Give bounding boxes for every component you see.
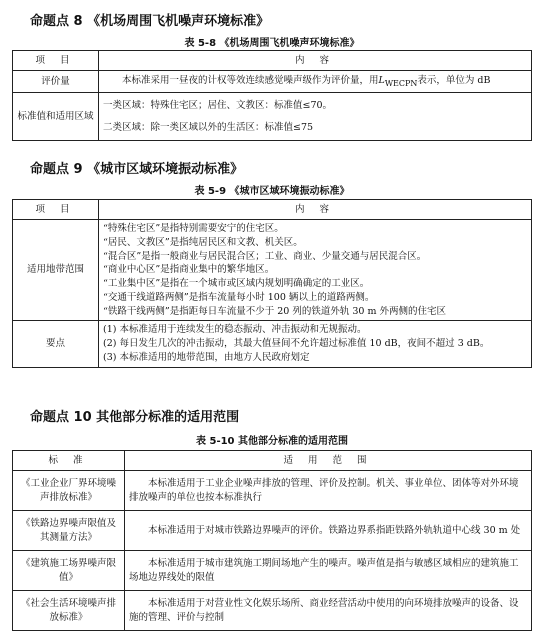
standard-name: 《铁路边界噪声限值及其测量方法》 [13,511,125,551]
row-label: 评价量 [13,71,99,93]
row-label: 标准值和适用区域 [13,93,99,141]
symbol-subscript: WECPN [384,78,418,88]
standard-name: 《工业企业厂界环境噪声排放标准》 [13,471,125,511]
table-caption-5-9: 表 5-9 《城市区域环境振动标准》 [194,186,350,197]
standard-scope: 本标准适用于对城市铁路边界噪声的评价。铁路边界系指距铁路外轨轨道中心线 30 m 处 [125,511,532,551]
table-header-item: 项 目 [13,51,99,71]
table-5-9 [12,199,532,368]
table-header-scope: 适 用 范 围 [125,451,532,471]
standard-scope: 本标准适用于城市建筑施工期间场地产生的噪声。噪声值是指与敏感区域相应的建筑施工场地边界线处的限值 [125,551,532,591]
table-caption-5-8: 表 5-8 《机场周围飞机噪声环境标准》 [184,38,360,49]
row-label: 适用地带范围 [13,220,99,321]
table-header-content: 内 容 [99,200,532,220]
row-content: 本标准采用一昼夜的计权等效连续感觉噪声级作为评价量，用$L_{WECPN}$表示，单位为 dB [99,71,532,93]
section-heading-9: 命题点 9 《城市区域环境振动标准》 [30,162,244,177]
standard-scope: 本标准适用于对营业性文化娱乐场所、商业经营活动中使用的向环境排放噪声的设备、设施的管理、评价与控制 [125,591,532,631]
table-5-10 [12,450,532,631]
standard-name: 《建筑施工场界噪声限值》 [13,551,125,591]
section-heading-10: 命题点 10 其他部分标准的适用范围 [30,410,240,425]
table-5-8 [12,50,532,141]
row-content: “特殊住宅区”是指特别需要安宁的住宅区。 “居民、文教区”是指纯居民区和文教、机关区。 “混合区”是指一般商业与居民混合区；工业、商业、少量交通与居民混合区。 “商业中心区”是指商业集中的繁华地区。 “工业集中区”是指在一个城市或区域内规划明确确定的工业区。 “交通干线道路两侧”是指车流量每小时 100 辆以上的道路两侧。 “铁路干线两侧”是指距每日车流量不少于 20 列的铁道外轨 30 m 外两侧的住宅区 [99,220,532,321]
table-caption-5-10: 表 5-10 其他部分标准的适用范围 [196,436,348,447]
standard-scope: 本标准适用于工业企业噪声排放的管理、评价及控制。机关、事业单位、团体等对外环境排放噪声的单位也按本标准执行 [125,471,532,511]
table-header-standard: 标 准 [13,451,125,471]
row-label: 要点 [13,321,99,367]
row-content: 一类区域：特殊住宅区；居住、文教区：标准值≤70。 二类区域：除一类区域以外的生活区：标准值≤75 [99,93,532,141]
section-heading-8: 命题点 8 《机场周围飞机噪声环境标准》 [30,14,270,29]
standard-name: 《社会生活环境噪声排放标准》 [13,591,125,631]
table-header-content: 内 容 [99,51,532,71]
row-content: (1) 本标准适用于连续发生的稳态振动、冲击振动和无规振动。 (2) 每日发生几次的冲击振动，其最大值昼间不允许超过标准值 10 dB，夜间不超过 3 dB。 (3) 本标准适用的地带范围，由地方人民政府划定 [99,321,532,367]
symbol: L [378,74,385,86]
table-header-item: 项 目 [13,200,99,220]
